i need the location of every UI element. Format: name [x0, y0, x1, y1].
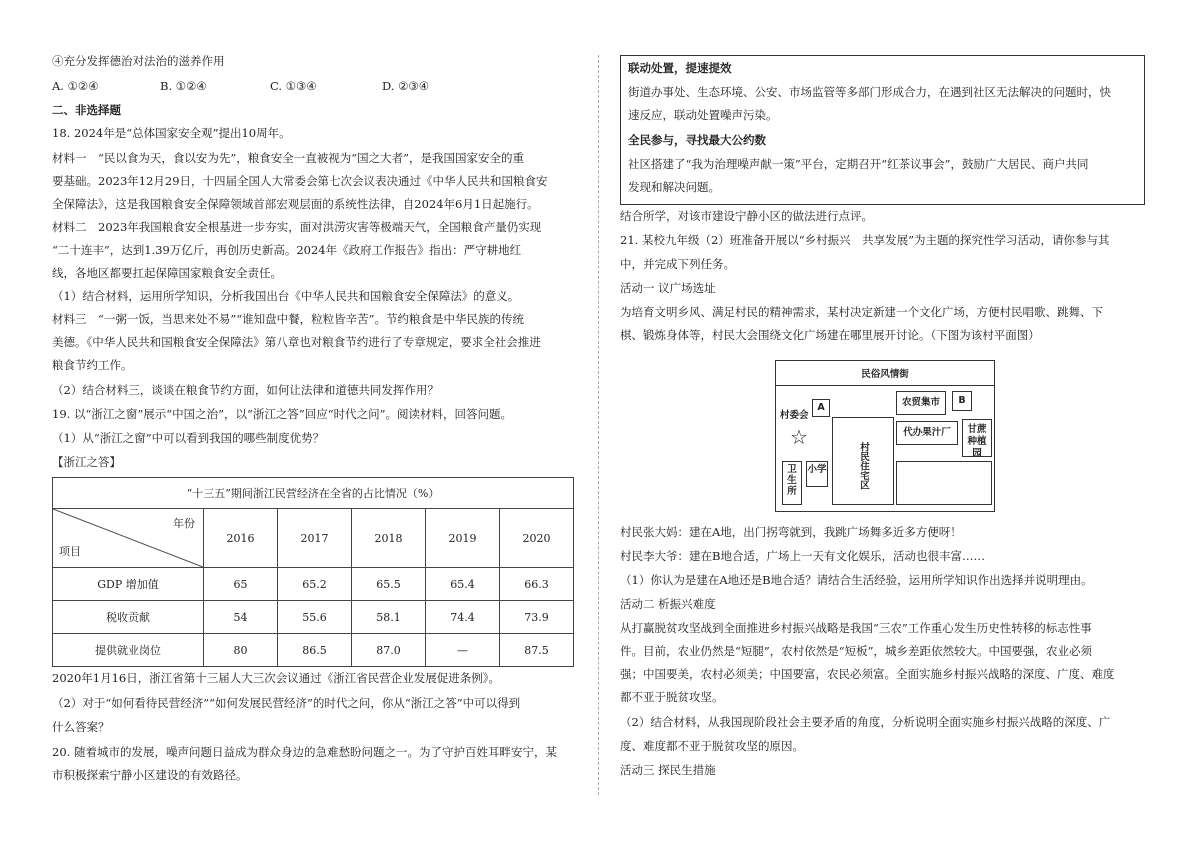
table-cell: 86.5	[278, 634, 352, 667]
table-cell: 80	[204, 634, 278, 667]
activity-title: 活动二 析振兴难度	[620, 597, 716, 611]
village-map	[775, 360, 995, 512]
box-line: 街道办事处、生态环境、公安、市场监管等多部门形成合力，在遇到社区无法解决的问题时，快	[628, 85, 1111, 99]
row-label: GDP 增加值	[53, 568, 204, 601]
box-line: 速反应，联动处置噪声污染。	[628, 108, 778, 122]
activity-text: 件。目前，农业仍然是“短腿”，农村依然是“短板”，城乡差距依然较大。中国要强，农业必须	[620, 644, 1093, 658]
table-cell: 66.3	[500, 568, 574, 601]
q18-line: 美德。《中华人民共和国粮食安全保障法》第八章也对粮食节约进行了专章规定，要求全社会推进	[52, 335, 541, 349]
after-table-line: （2）对于“如何看待民营经济”“如何发展民营经济”的时代之问，你从“浙江之答”中可以得到	[52, 696, 521, 710]
residential-area	[832, 417, 894, 505]
q18-line: 材料二 2023年我国粮食安全根基进一步夯实，面对洪涝灾害等极端天气，全国粮食产量仍实现	[52, 220, 542, 234]
choice-b: B. ①②④	[160, 79, 207, 93]
q18-line: 要基础。2023年12月29日，十四届全国人大常委会第七次会议表决通过《中华人民共和国粮食安	[52, 174, 548, 188]
table-header-row	[53, 509, 574, 568]
year-label: 年份	[173, 517, 195, 530]
table-row	[53, 601, 574, 634]
q19-line: （1）从“浙江之窗”中可以看到我国的哪些制度优势？	[52, 431, 325, 445]
activity-title: 活动三 探民生措施	[620, 763, 716, 777]
activity-text: 棋、锻炼身体等，村民大会围绕文化广场建在哪里展开讨论。（下图为该村平面图）	[620, 328, 1040, 342]
table-title-row	[53, 478, 574, 509]
school: 小学	[806, 461, 828, 487]
after-table-line: 什么答案？	[52, 720, 110, 734]
table-cell: 65.2	[278, 568, 352, 601]
after-table-line: 2020年1月16日，浙江省第十三届人大三次会议通过《浙江省民营企业发展促进条例》。	[52, 671, 500, 685]
residential-label: 村民住宅区	[858, 442, 869, 490]
q18-line: “二十连丰”，达到1.39万亿斤，再创历史新高。2024年《政府工作报告》指出：严守耕地红	[52, 243, 522, 257]
table-cell: 65.5	[352, 568, 426, 601]
site-b: B	[952, 391, 972, 411]
q19-line: 19. 以“浙江之窗”展示“中国之治”，以“浙江之答”回应“时代之问”。阅读材料，回答问题。	[52, 407, 512, 421]
table-cell: 87.5	[500, 634, 574, 667]
table-cell: 74.4	[426, 601, 500, 634]
activity-text: 强；中国要美，农村必须美；中国要富，农民必须富。全面实施乡村振兴战略的深度、广度、难度	[620, 667, 1115, 681]
empty-lot	[896, 461, 992, 505]
market: 农贸集市	[896, 391, 946, 415]
year-header: 2019	[426, 509, 500, 568]
table-cell: 65.4	[426, 568, 500, 601]
year-header: 2016	[204, 509, 278, 568]
year-header: 2020	[500, 509, 574, 568]
year-header: 2017	[278, 509, 352, 568]
q19-line: 【浙江之答】	[52, 455, 121, 469]
column-divider	[598, 55, 599, 795]
choice-a: A. ①②④	[52, 79, 99, 93]
village-committee-label: 村委会	[780, 410, 809, 421]
question-line: （1）你认为是建在A地还是B地合适？请结合生活经验，运用所学知识作出选择并说明理由。	[620, 573, 1093, 587]
villager-quote: 村民张大妈：建在A地，出门拐弯就到，我跳广场舞多近多方便呀！	[620, 525, 962, 539]
q18-line: 线，各地区都要扛起保障国家粮食安全责任。	[52, 266, 282, 280]
villager-quote: 村民李大爷：建在B地合适，广场上一天有文化娱乐，活动也很丰富……	[620, 549, 985, 563]
year-header: 2018	[352, 509, 426, 568]
table-cell: 58.1	[352, 601, 426, 634]
sugarcane-plantation: 甘蔗种植园	[962, 419, 992, 457]
activity-text: 为培育文明乡风、满足村民的精神需求，某村决定新建一个文化广场，方便村民唱歌、跳舞、下	[620, 305, 1103, 319]
row-label: 提供就业岗位	[53, 634, 204, 667]
box-line: 发现和解决问题。	[628, 180, 720, 194]
q20-line: 20. 随着城市的发展，噪声问题日益成为群众身边的急难愁盼问题之一。为了守护百姓耳畔安宁，某	[52, 745, 557, 759]
box-heading: 全民参与，寻找最大公约数	[628, 133, 766, 147]
data-table	[52, 477, 574, 667]
star-icon: ☆	[790, 425, 808, 449]
q18-line: 材料三 “一粥一饭，当思来处不易”“谁知盘中餐，粒粒皆辛苦”。节约粮食是中华民族的传统	[52, 312, 525, 326]
table-cell: 55.6	[278, 601, 352, 634]
street-label: 民俗风情街	[861, 369, 909, 380]
activity-text: 从打赢脱贫攻坚战到全面推进乡村振兴战略是我国“三农”工作重心发生历史性转移的标志性事	[620, 621, 1092, 635]
street-line	[776, 385, 994, 386]
site-a: A	[812, 399, 830, 417]
q18-line: 全保障法》，这是我国粮食安全保障领域首部宏观层面的系统性法律，自2024年6月1日起施行。	[52, 197, 539, 211]
box-line: 社区搭建了“我为治理噪声献一策”平台，定期召开“红茶议事会”，鼓励广大居民、商户共同	[628, 157, 1089, 171]
table-cell: 73.9	[500, 601, 574, 634]
clinic: 卫生所	[782, 461, 802, 505]
table-corner-cell	[53, 509, 204, 568]
box-heading: 联动处置，提速提效	[628, 61, 732, 75]
q18-line: （2）结合材料三，谈谈在粮食节约方面，如何让法律和道德共同发挥作用？	[52, 383, 439, 397]
q20-line: 市积极探索宁静小区建设的有效路径。	[52, 768, 248, 782]
q21-line: 21. 某校九年级（2）班准备开展以“乡村振兴 共享发展”为主题的探究性学习活动，请你参与其	[620, 233, 1110, 247]
row-label: 税收贡献	[53, 601, 204, 634]
table-row	[53, 634, 574, 667]
item-label: 项目	[59, 545, 81, 558]
juice-factory: 代办果汁厂	[896, 421, 958, 445]
choice-c: C. ①③④	[270, 79, 317, 93]
choice-d: D. ②③④	[382, 79, 430, 93]
q20-prompt: 结合所学，对该市建设宁静小区的做法进行点评。	[620, 209, 873, 223]
q18-line: 材料一 “民以食为天，食以安为先”，粮食安全一直被视为“国之大者”，是我国国家安全的重	[52, 151, 525, 165]
question-line: （2）结合材料，从我国现阶段社会主要矛盾的角度，分析说明全面实施乡村振兴战略的深度、广	[620, 715, 1111, 729]
activity-title: 活动一 议广场选址	[620, 281, 716, 295]
q18-line: 18. 2024年是“总体国家安全观”提出10周年。	[52, 126, 291, 140]
q18-line: （1）结合材料，运用所学知识，分析我国出台《中华人民共和国粮食安全保障法》的意义。	[52, 289, 520, 303]
table-cell: 65	[204, 568, 278, 601]
question-line: 度、难度都不亚于脱贫攻坚的原因。	[620, 739, 804, 753]
table-title: “十三五”期间浙江民营经济在全省的占比情况（%）	[53, 478, 574, 509]
table-cell: 54	[204, 601, 278, 634]
q21-line: 中，并完成下列任务。	[620, 257, 735, 271]
activity-text: 都不亚于脱贫攻坚。	[620, 690, 724, 704]
table-row	[53, 568, 574, 601]
table-cell: 87.0	[352, 634, 426, 667]
option-4: ④充分发挥德治对法治的滋养作用	[52, 54, 225, 68]
table-cell: —	[426, 634, 500, 667]
section-heading: 二、非选择题	[52, 103, 121, 117]
q18-line: 粮食节约工作。	[52, 358, 133, 372]
